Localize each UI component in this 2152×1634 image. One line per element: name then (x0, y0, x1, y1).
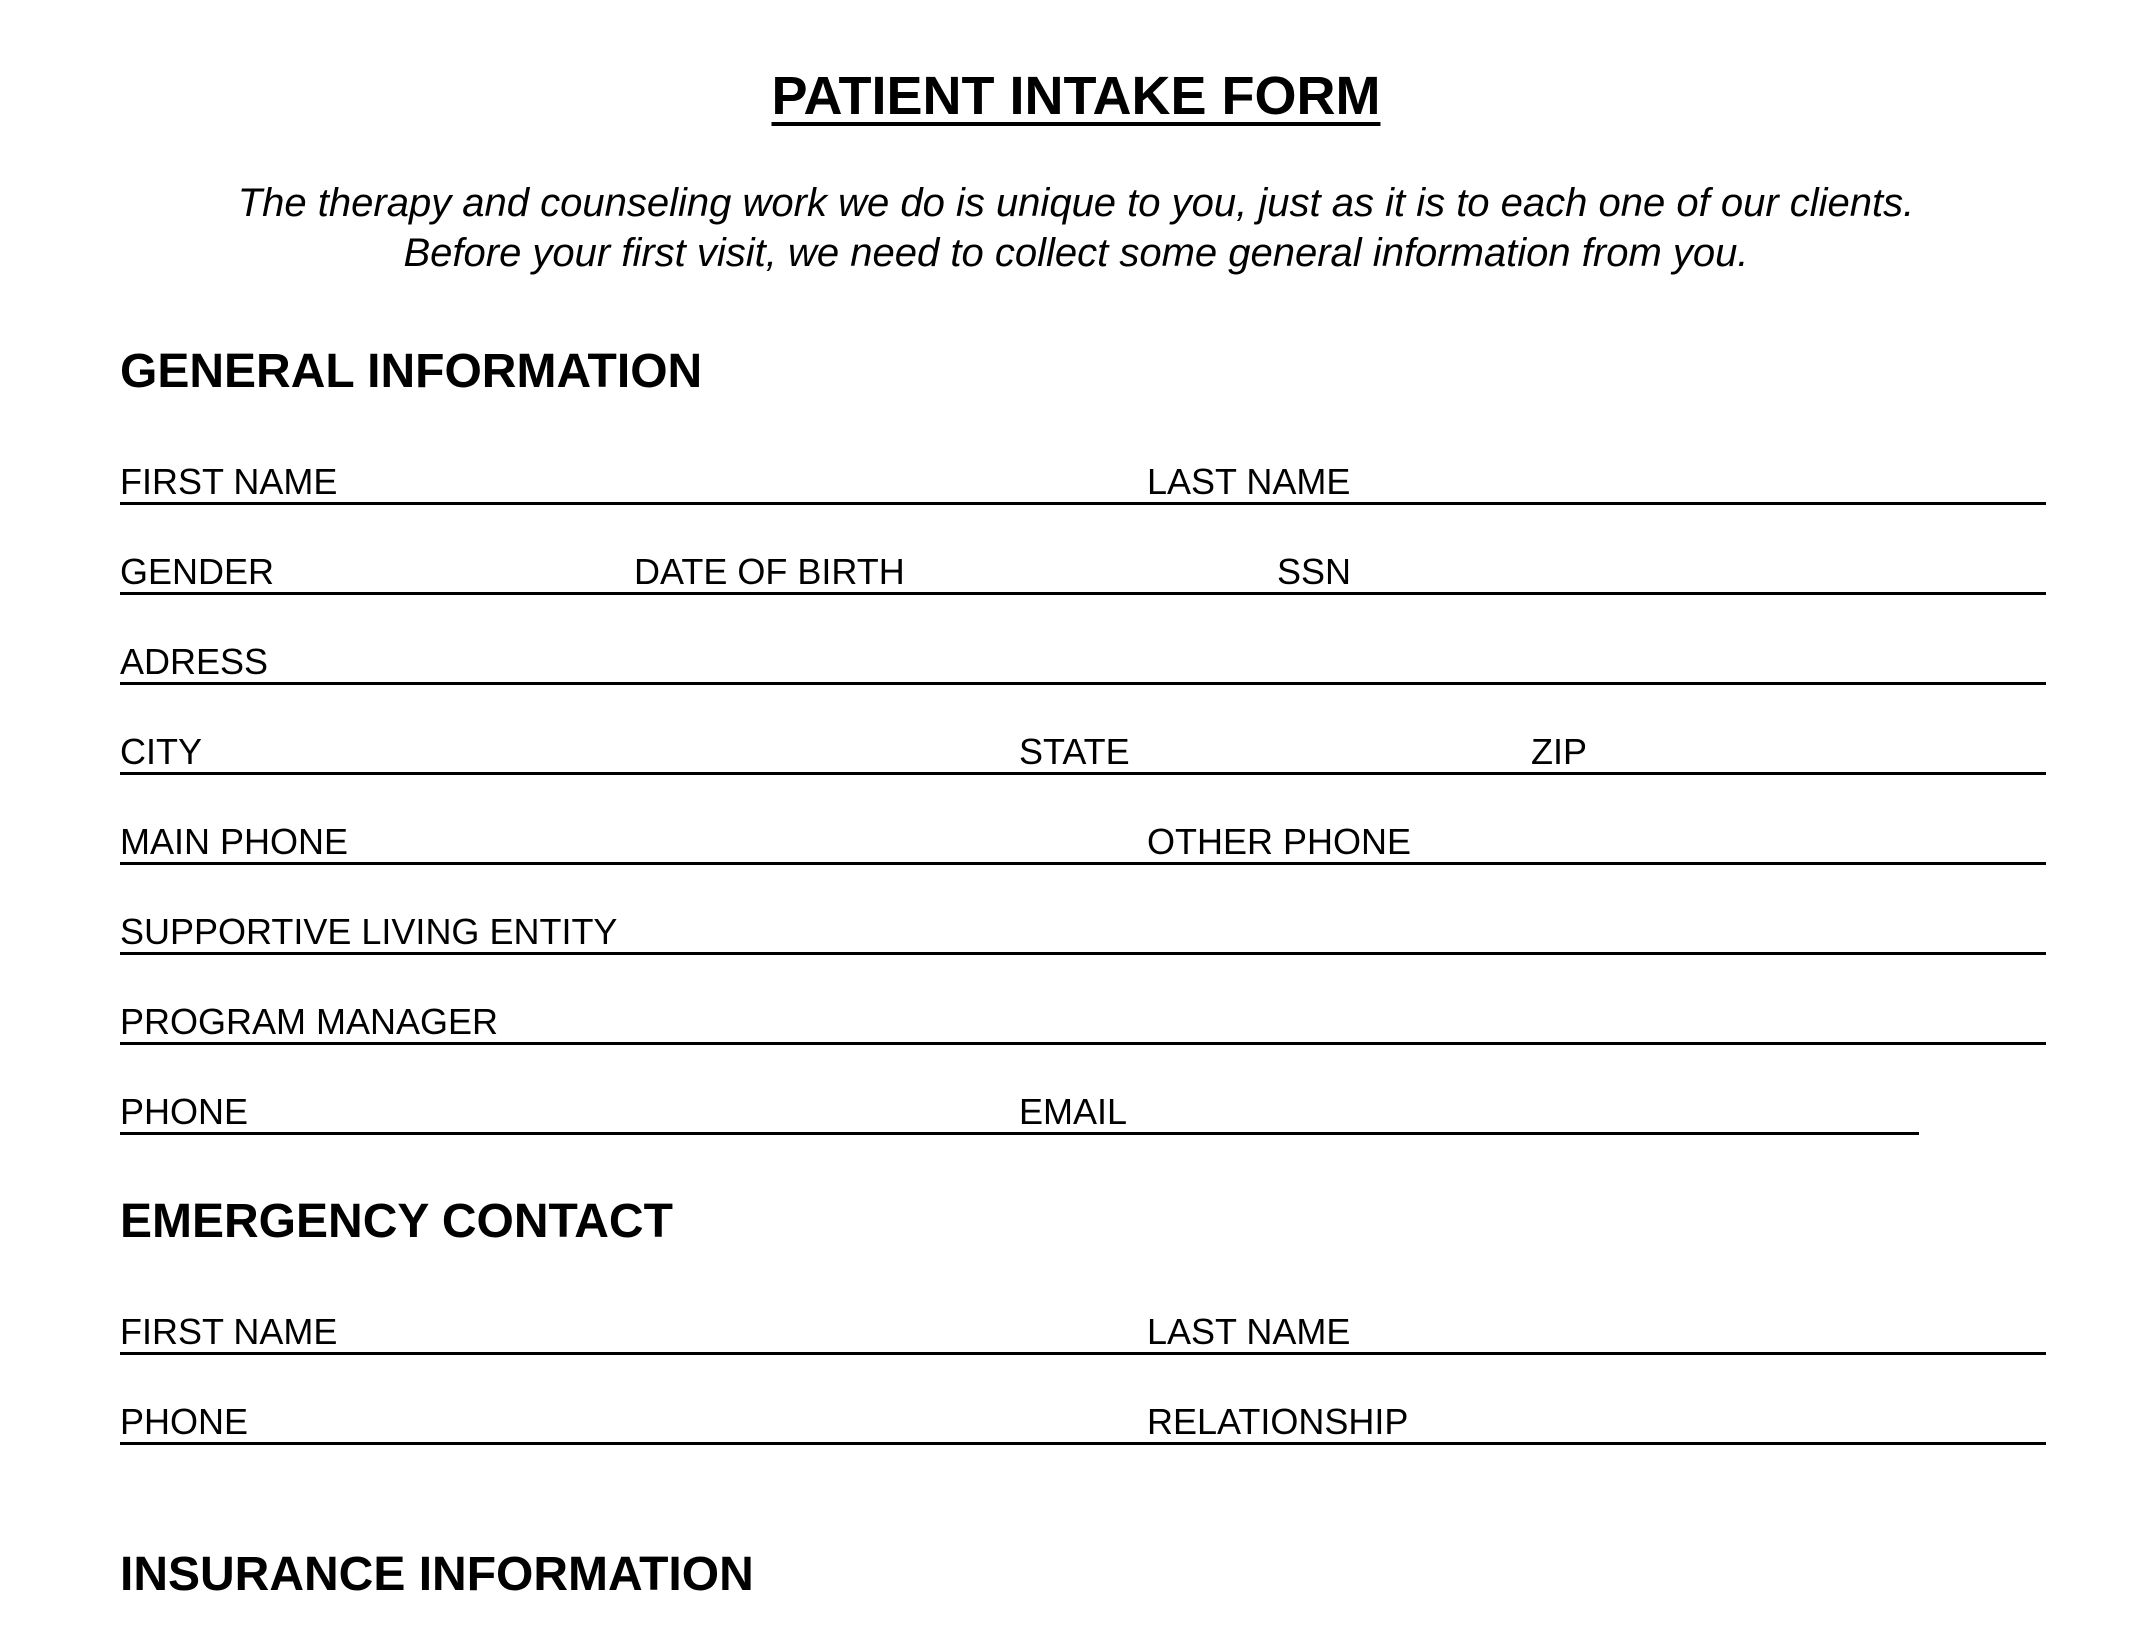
intro-line-2: Before your first visit, we need to collect some general information from you. (403, 231, 1749, 275)
state-label: STATE (1019, 731, 1130, 772)
form-title (0, 60, 2152, 132)
emergency-first-name-label: FIRST NAME (120, 1311, 338, 1352)
emergency-phone-relationship-field[interactable] (120, 1398, 2046, 1445)
supportive-living-entity-label: SUPPORTIVE LIVING ENTITY (120, 911, 618, 952)
section-heading-insurance-information: INSURANCE INFORMATION (120, 1548, 754, 1601)
email-label: EMAIL (1019, 1091, 1128, 1132)
emergency-last-name-label: LAST NAME (1147, 1311, 1351, 1352)
form-title-text: PATIENT INTAKE FORM (771, 66, 1381, 126)
phone-email-field[interactable] (120, 1088, 1919, 1135)
ssn-label: SSN (1277, 551, 1352, 592)
section-heading-emergency-contact: EMERGENCY CONTACT (120, 1195, 673, 1248)
date-of-birth-label: DATE OF BIRTH (634, 551, 905, 592)
emergency-name-field[interactable] (120, 1308, 2046, 1355)
first-name-label: FIRST NAME (120, 461, 338, 502)
city-state-zip-field[interactable] (120, 728, 2046, 775)
section-heading-general-information: GENERAL INFORMATION (120, 345, 703, 398)
relationship-label: RELATIONSHIP (1147, 1401, 1409, 1442)
zip-label: ZIP (1531, 731, 1588, 772)
first-name-field[interactable] (120, 458, 2046, 505)
gender-dob-ssn-field[interactable] (120, 548, 2046, 595)
main-phone-label: MAIN PHONE (120, 821, 349, 862)
supportive-living-entity-field[interactable] (120, 908, 2046, 955)
phone-numbers-field[interactable] (120, 818, 2046, 865)
address-field[interactable] (120, 638, 2046, 685)
phone-label: PHONE (120, 1091, 249, 1132)
last-name-label: LAST NAME (1147, 461, 1351, 502)
other-phone-label: OTHER PHONE (1147, 821, 1412, 862)
gender-label: GENDER (120, 551, 275, 592)
program-manager-label: PROGRAM MANAGER (120, 1001, 499, 1042)
emergency-phone-label: PHONE (120, 1401, 249, 1442)
city-label: CITY (120, 731, 203, 772)
program-manager-field[interactable] (120, 998, 2046, 1045)
intro-line-1: The therapy and counseling work we do is unique to you, just as it is to each one of our clients. (237, 181, 1915, 225)
address-label: ADRESS (120, 641, 269, 682)
